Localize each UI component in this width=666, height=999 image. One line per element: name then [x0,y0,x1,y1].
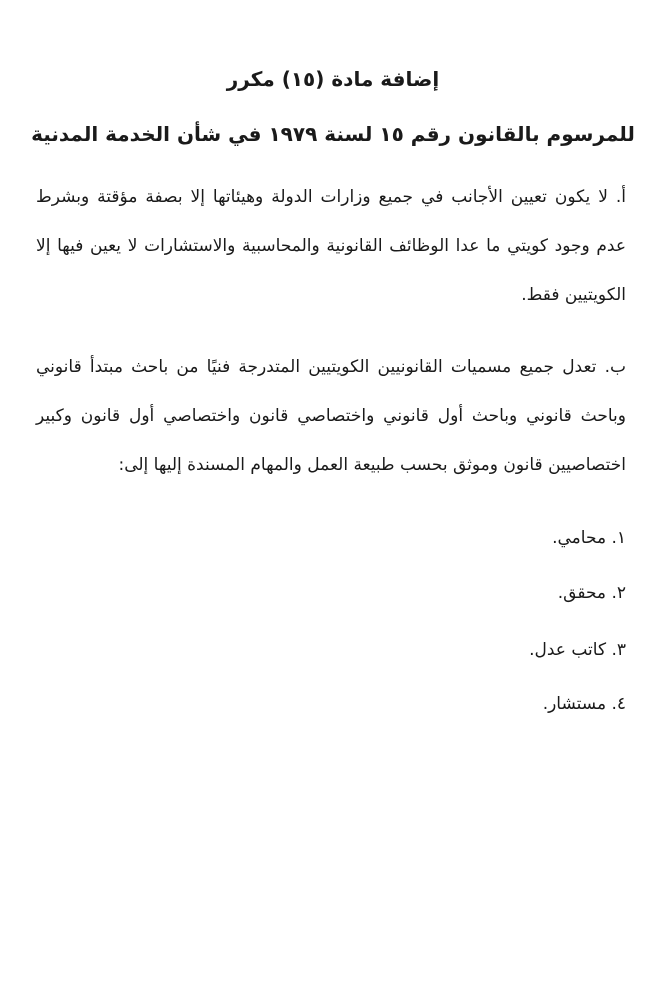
list-item: ٢. محقق. [557,583,626,603]
list-item: ٣. كاتب عدل. [529,640,626,660]
paragraph-b: ب. تعدل جميع مسميات القانونيين الكويتيين المتدرجة فنيًا من باحث مبتدأ قانوني وباحث قانوني وباحث أول قانوني واختصاصي قانون واختصاصي أول قانون وكبير اختصاصيين قانون وموثق بحسب طبيعة العمل والمهام المسندة إليها إلى: [36,357,626,475]
list-item: ١. محامي. [552,528,626,548]
list-item: ٤. مستشار. [542,694,626,714]
document-subtitle: للمرسوم بالقانون رقم ١٥ لسنة ١٩٧٩ في شأن الخدمة المدنية [31,122,635,146]
paragraph-a: أ. لا يكون تعيين الأجانب في جميع وزارات الدولة وهيئاتها إلا بصفة مؤقتة وبشرط عدم وجود كويتي ما عدا الوظائف القانونية والمحاسبية والاستشارات لا يعين فيها إلا الكويتيين فقط. [36,187,626,305]
document-title: إضافة مادة (١٥) مكرر [226,67,440,91]
